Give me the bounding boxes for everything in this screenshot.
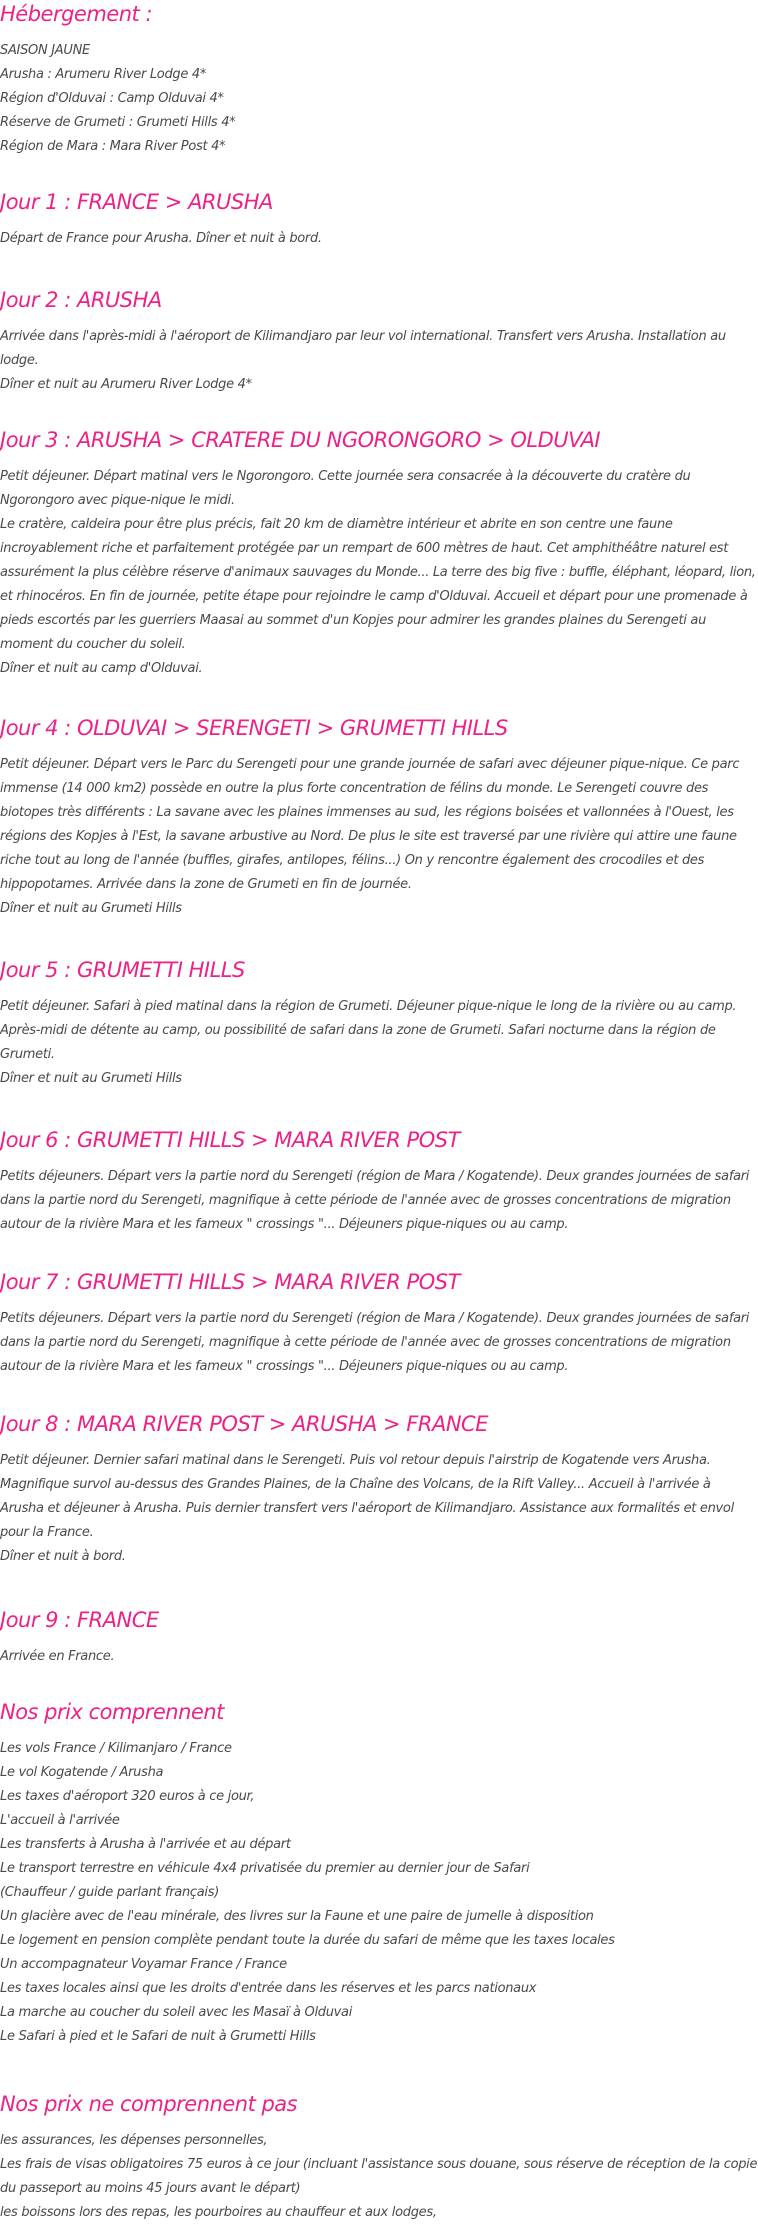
section-body [0, 753, 758, 921]
body-line: SAISON JAUNE [0, 43, 90, 58]
content-section [0, 1606, 758, 1669]
section-heading: Jour 1 : FRANCE > ARUSHA [0, 190, 273, 214]
content-section [0, 956, 758, 1091]
section-heading: Jour 2 : ARUSHA [0, 288, 162, 312]
body-line: Petit déjeuner. Départ vers le Parc du Serengeti pour une grande journée de safari avec déjeuner pique-nique. Ce parc immense (14 000 km2) possède en outre la plus forte concentration de félins du monde. Le Serengeti couvre des biotopes très différents : La savane avec les plaines immenses au sud, les régions boisées et vallonnées à l'Ouest, les régions des Kopjes à l'Est, la savane arbustive au Nord. De plus le site est traversé par une rivière qui attire une faune riche tout au long de l'année (buffles, girafes, antilopes, félins...) On y rencontre également des crocodiles et des hippopotames. Arrivée dans la zone de Grumeti en fin de journée. [0, 757, 740, 892]
section-body [0, 1737, 758, 2049]
body-line: (Chauffeur / guide parlant français) [0, 1885, 219, 1900]
body-line: Dîner et nuit au Arumeru River Lodge 4* [0, 377, 252, 392]
body-line: Le vol Kogatende / Arusha [0, 1765, 164, 1780]
body-line: Petit déjeuner. Dernier safari matinal dans le Serengeti. Puis vol retour depuis l'airstrip de Kogatende vers Arusha. Magnifique survol au-dessus des Grandes Plaines, de la Chaîne des Volcans, de la Rift Valley... Accueil à l'arrivée à Arusha et déjeuner à Arusha. Puis dernier transfert vers l'aéroport de Kilimandjaro. Assistance aux formalités et envol pour la France. [0, 1453, 734, 1540]
body-line: Région de Mara : Mara River Post 4* [0, 139, 226, 154]
content-section [0, 286, 758, 397]
body-line: Réserve de Grumeti : Grumeti Hills 4* [0, 115, 236, 130]
content-section [0, 1268, 758, 1379]
section-heading: Jour 7 : GRUMETTI HILLS > MARA RIVER POST [0, 1270, 460, 1294]
body-line: Petit déjeuner. Départ matinal vers le Ngorongoro. Cette journée sera consacrée à la découverte du cratère du Ngorongoro avec pique-nique le midi. [0, 469, 691, 508]
body-line: Petit déjeuner. Safari à pied matinal dans la région de Grumeti. Déjeuner pique-nique le long de la rivière ou au camp. Après-midi de détente au camp, ou possibilité de safari dans la zone de Grumeti. Safari nocturne dans la région de Grumeti. [0, 999, 737, 1062]
section-heading: Jour 4 : OLDUVAI > SERENGETI > GRUMETTI HILLS [0, 716, 508, 740]
section-heading: Nos prix comprennent [0, 1700, 224, 1724]
section-body [0, 39, 758, 159]
section-body [0, 325, 758, 397]
section-heading: Jour 9 : FRANCE [0, 1608, 159, 1632]
section-body [0, 1645, 758, 1669]
body-line: les assurances, les dépenses personnelles, [0, 2133, 268, 2148]
section-heading: Hébergement : [0, 2, 153, 26]
body-line: les boissons lors des repas, les pourboires au chauffeur et aux lodges, [0, 2205, 437, 2220]
section-body [0, 465, 758, 681]
body-line: Petits déjeuners. Départ vers la partie nord du Serengeti (région de Mara / Kogatende). Deux grandes journées de safari dans la partie nord du Serengeti, magnifique à cette période de l'année avec de grosses concentrations de migration autour de la rivière Mara et les fameux " crossings "... Déjeuners pique-niques ou au camp. [0, 1169, 750, 1232]
body-line: Dîner et nuit au Grumeti Hills [0, 1071, 182, 1086]
body-line: Arrivée en France. [0, 1649, 115, 1664]
section-heading: Jour 8 : MARA RIVER POST > ARUSHA > FRANCE [0, 1412, 488, 1436]
body-line: Dîner et nuit à bord. [0, 1549, 126, 1564]
content-section [0, 0, 758, 159]
body-line: La marche au coucher du soleil avec les Masaï à Olduvai [0, 2005, 353, 2020]
content-section [0, 1698, 758, 2049]
body-line: Arusha : Arumeru River Lodge 4* [0, 67, 207, 82]
content-section [0, 426, 758, 681]
body-line: Les frais de visas obligatoires 75 euros à ce jour (incluant l'assistance sous douane, sous réserve de réception de la copie du passeport au moins 45 jours avant le départ) [0, 2157, 758, 2196]
body-line: Les taxes d'aéroport 320 euros à ce jour, [0, 1789, 255, 1804]
body-line: Les transferts à Arusha à l'arrivée et au départ [0, 1837, 291, 1852]
body-line: Les vols France / Kilimanjaro / France [0, 1741, 232, 1756]
section-body [0, 227, 758, 251]
body-line: Le cratère, caldeira pour être plus précis, fait 20 km de diamètre intérieur et abrite en son centre une faune incroyablement riche et parfaitement protégée par un rempart de 600 mètres de haut. Cet amphithéâtre naturel est assurément la plus célèbre réserve d'animaux sauvages du Monde... La terre des big five : buffle, éléphant, léopard, lion, et rhinocéros. En fin de journée, petite étape pour rejoindre le camp d'Olduvai. Accueil et départ pour une promenade à pieds escortés par les guerriers Maasai au sommet d'un Kopjes pour admirer les grandes plaines du Serengeti au moment du coucher du soleil. [0, 517, 756, 652]
body-line: Arrivée dans l'après-midi à l'aéroport de Kilimandjaro par leur vol international. Transfert vers Arusha. Installation au lodge. [0, 329, 726, 368]
section-body [0, 1307, 758, 1379]
content-section [0, 714, 758, 921]
content-section [0, 188, 758, 251]
section-heading: Jour 5 : GRUMETTI HILLS [0, 958, 245, 982]
section-body [0, 1449, 758, 1569]
body-line: Région d'Olduvai : Camp Olduvai 4* [0, 91, 224, 106]
body-line: Le Safari à pied et le Safari de nuit à Grumetti Hills [0, 2029, 316, 2044]
body-line: Un glacière avec de l'eau minérale, des livres sur la Faune et une paire de jumelle à disposition [0, 1909, 594, 1924]
content-section [0, 2090, 758, 2225]
body-line: Dîner et nuit au Grumeti Hills [0, 901, 182, 916]
body-line: Le transport terrestre en véhicule 4x4 privatisée du premier au dernier jour de Safari [0, 1861, 530, 1876]
section-body [0, 1165, 758, 1237]
body-line: Petits déjeuners. Départ vers la partie nord du Serengeti (région de Mara / Kogatende). Deux grandes journées de safari dans la partie nord du Serengeti, magnifique à cette période de l'année avec de grosses concentrations de migration autour de la rivière Mara et les fameux " crossings "... Déjeuners pique-niques ou au camp. [0, 1311, 750, 1374]
body-line: Les taxes locales ainsi que les droits d'entrée dans les réserves et les parcs nationaux [0, 1981, 537, 1996]
section-heading: Jour 6 : GRUMETTI HILLS > MARA RIVER POST [0, 1128, 460, 1152]
body-line: Un accompagnateur Voyamar France / France [0, 1957, 287, 1972]
section-body [0, 995, 758, 1091]
body-line: L'accueil à l'arrivée [0, 1813, 120, 1828]
body-line: Départ de France pour Arusha. Dîner et nuit à bord. [0, 231, 322, 246]
content-section [0, 1410, 758, 1569]
section-heading: Nos prix ne comprennent pas [0, 2092, 298, 2116]
section-heading: Jour 3 : ARUSHA > CRATERE DU NGORONGORO > OLDUVAI [0, 428, 601, 452]
body-line: Dîner et nuit au camp d'Olduvai. [0, 661, 203, 676]
body-line: Le logement en pension complète pendant toute la durée du safari de même que les taxes locales [0, 1933, 615, 1948]
content-section [0, 1126, 758, 1237]
